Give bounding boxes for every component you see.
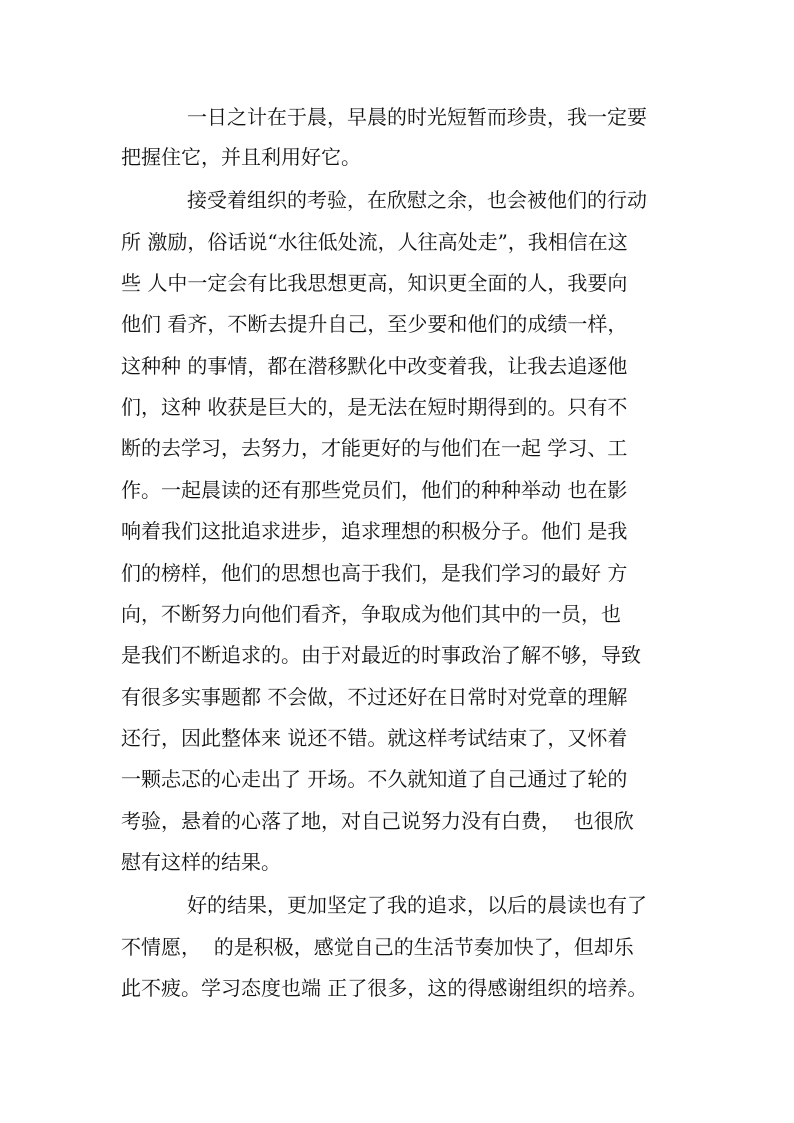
paragraph-2-line-13: 有很多实事题都 不会做，不过还好在日常时对党章的理解 — [121, 685, 628, 709]
paragraph-2-line-8: 作。一起晨读的还有那些党员们，他们的种种举动 也在影 — [121, 478, 628, 502]
paragraph-2-line-12: 是我们不断追求的。由于对最近的时事政治了解不够，导致 — [121, 643, 641, 667]
paragraph-1-line-1: 一日之计在于晨，早晨的时光短暂而珍贵，我一定要 — [187, 105, 647, 129]
paragraph-2-line-3: 些 人中一定会有比我思想更高，知识更全面的人，我要向 — [121, 271, 628, 295]
paragraph-2-line-9: 响着我们这批追求进步，追求理想的积极分子。他们 是我 — [121, 519, 628, 543]
paragraph-2-line-6: 们，这种 收获是巨大的，是无法在短时期得到的。只有不 — [121, 395, 628, 419]
paragraph-2-line-2: 所 激励，俗话说“水往低处流，人往高处走”，我相信在这 — [121, 230, 628, 254]
paragraph-2-line-7: 断的去学习，去努力，才能更好的与他们在一起 学习、工 — [121, 436, 628, 460]
paragraph-2-line-4: 他们 看齐，不断去提升自己，至少要和他们的成绩一样， — [121, 312, 628, 336]
paragraph-2-line-10: 们的榜样，他们的思想也高于我们，是我们学习的最好 方 — [121, 561, 628, 585]
paragraph-2-line-11: 向，不断努力向他们看齐，争取成为他们其中的一员，也 — [121, 602, 621, 626]
paragraph-3-line-1: 好的结果，更加坚定了我的追求，以后的晨读也有了 — [187, 893, 647, 917]
paragraph-2-line-1: 接受着组织的考验，在欣慰之余，也会被他们的行动 — [187, 188, 647, 212]
paragraph-2-line-16: 考验，悬着的心落了地，对自己说努力没有白费， 也很欣 — [121, 809, 634, 833]
paragraph-2-line-17: 慰有这样的结果。 — [121, 850, 281, 874]
paragraph-2-line-15: 一颗忐忑的心走出了 开场。不久就知道了自己通过了轮的 — [121, 767, 628, 791]
paragraph-3-line-3: 此不疲。学习态度也端 正了很多，这的得感谢组织的培养。 — [121, 976, 648, 1000]
paragraph-2-line-14: 还行，因此整体来 说还不错。就这样考试结束了，又怀着 — [121, 726, 628, 750]
paragraph-1-line-2: 把握住它，并且利用好它。 — [121, 145, 361, 169]
paragraph-2-line-5: 这种种 的事情，都在潜移默化中改变着我，让我去追逐他 — [121, 354, 628, 378]
paragraph-3-line-2: 不情愿， 的是积极，感觉自己的生活节奏加快了，但却乐 — [121, 935, 634, 959]
